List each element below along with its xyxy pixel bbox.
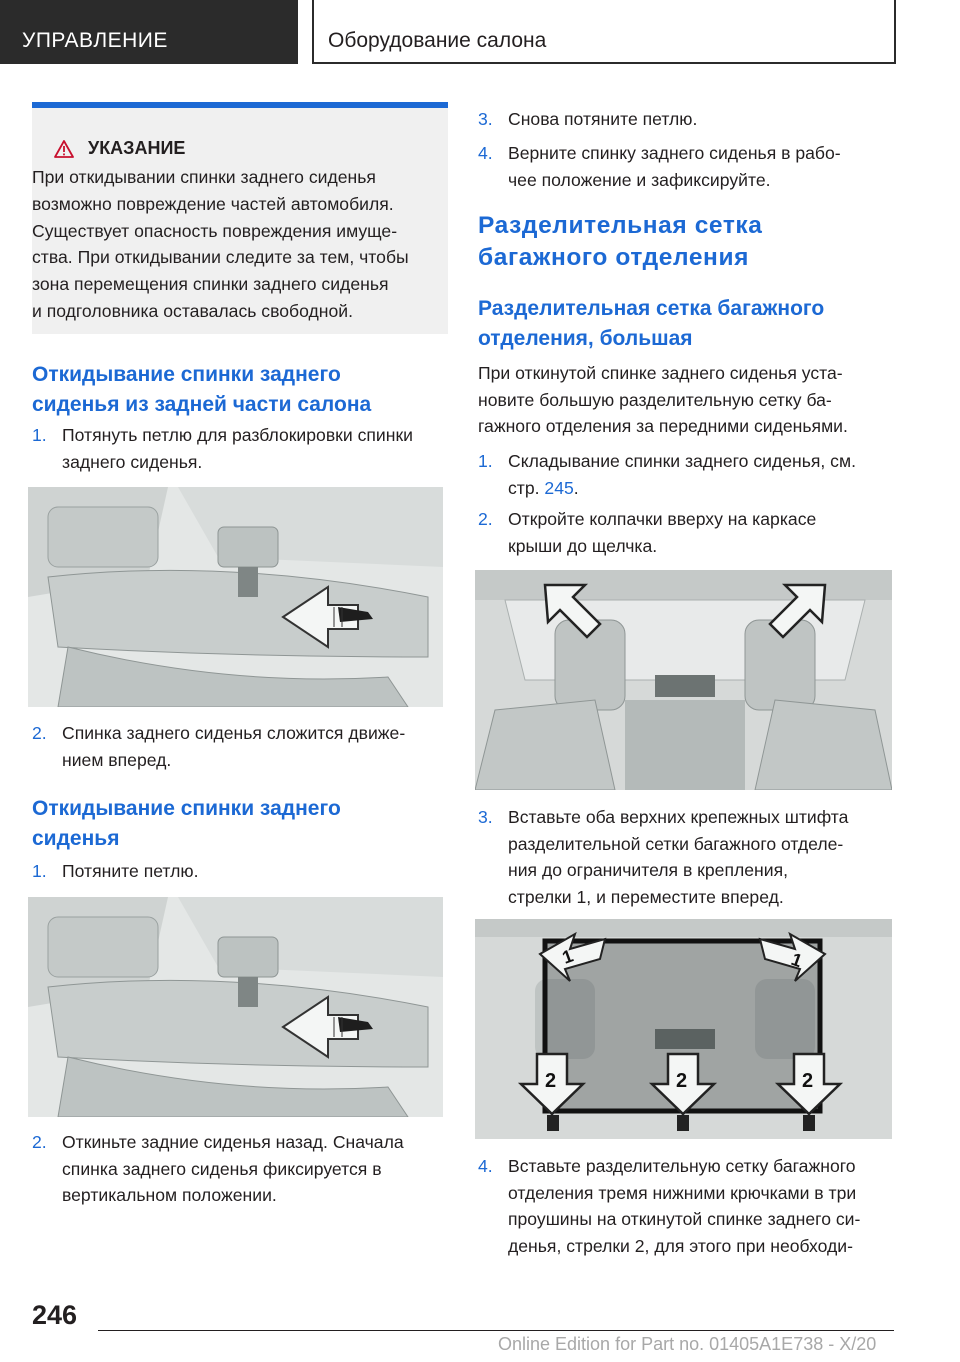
step-number: 3. (478, 109, 493, 129)
footer-divider (98, 1330, 894, 1331)
step-number: 2. (478, 509, 493, 529)
arrow-label: 1 (788, 948, 805, 972)
warning-triangle-icon (54, 140, 74, 158)
subsection-heading: Разделительная сетка багажного отделения, большая (478, 297, 825, 350)
warning-line: зона перемещения спинки заднего сиденья (32, 274, 389, 295)
step-number: 4. (478, 1156, 493, 1176)
chapter-tab (312, 0, 896, 64)
step-number: 3. (478, 807, 493, 827)
warning-line: ства. При откидывании следите за тем, чтобы (32, 247, 409, 268)
page-number: 246 (32, 1300, 78, 1330)
arrow-label: 2 (545, 1070, 557, 1092)
arrow-label: 2 (802, 1070, 814, 1092)
step-number: 1. (32, 425, 47, 445)
warning-line: При откидывании спинки заднего сиденья (32, 167, 376, 187)
page-reference-link[interactable]: 245 (544, 477, 574, 498)
warning-text (32, 164, 448, 325)
warning-title: УКАЗАНИЕ (88, 138, 186, 158)
rear-seat-figure-2 (28, 897, 443, 1117)
rear-seat-figure (28, 487, 443, 707)
section-title: УПРАВЛЕНИЕ (22, 29, 168, 52)
section-tab (0, 0, 298, 64)
section-heading: Откидывание спинки заднего сиденья из задней части салона (32, 363, 372, 416)
section-heading: Откидывание спинки заднего сиденья (32, 797, 341, 850)
step-number: 2. (32, 1132, 47, 1152)
chapter-title: Оборудование салона (328, 29, 547, 52)
warning-box (32, 102, 448, 334)
arrow-label: 2 (676, 1070, 688, 1092)
step-number: 4. (478, 143, 493, 163)
warning-line: возможно повреждение частей автомобиля. (32, 193, 394, 214)
cabin-roof-figure (475, 570, 892, 790)
partition-net-figure (475, 919, 892, 1139)
intro-paragraph: При откинутой спинке заднего сиденья уста- новите большую разделительную сетку ба- гажного отделения за передними сиденьями. (478, 363, 848, 436)
section-heading: Разделительная сетка багажного отделения (478, 212, 763, 271)
warning-line: и подголовника оставалась свободной. (32, 300, 353, 321)
step-number: 1. (32, 861, 47, 881)
warning-line: Существует опасность повреждения имуще- (32, 220, 398, 241)
footer-edition: Online Edition for Part no. 01405A1E738 - X/20 (498, 1334, 877, 1354)
arrow-label: 1 (559, 945, 576, 968)
step-number: 1. (478, 451, 493, 471)
step-number: 2. (32, 723, 47, 743)
